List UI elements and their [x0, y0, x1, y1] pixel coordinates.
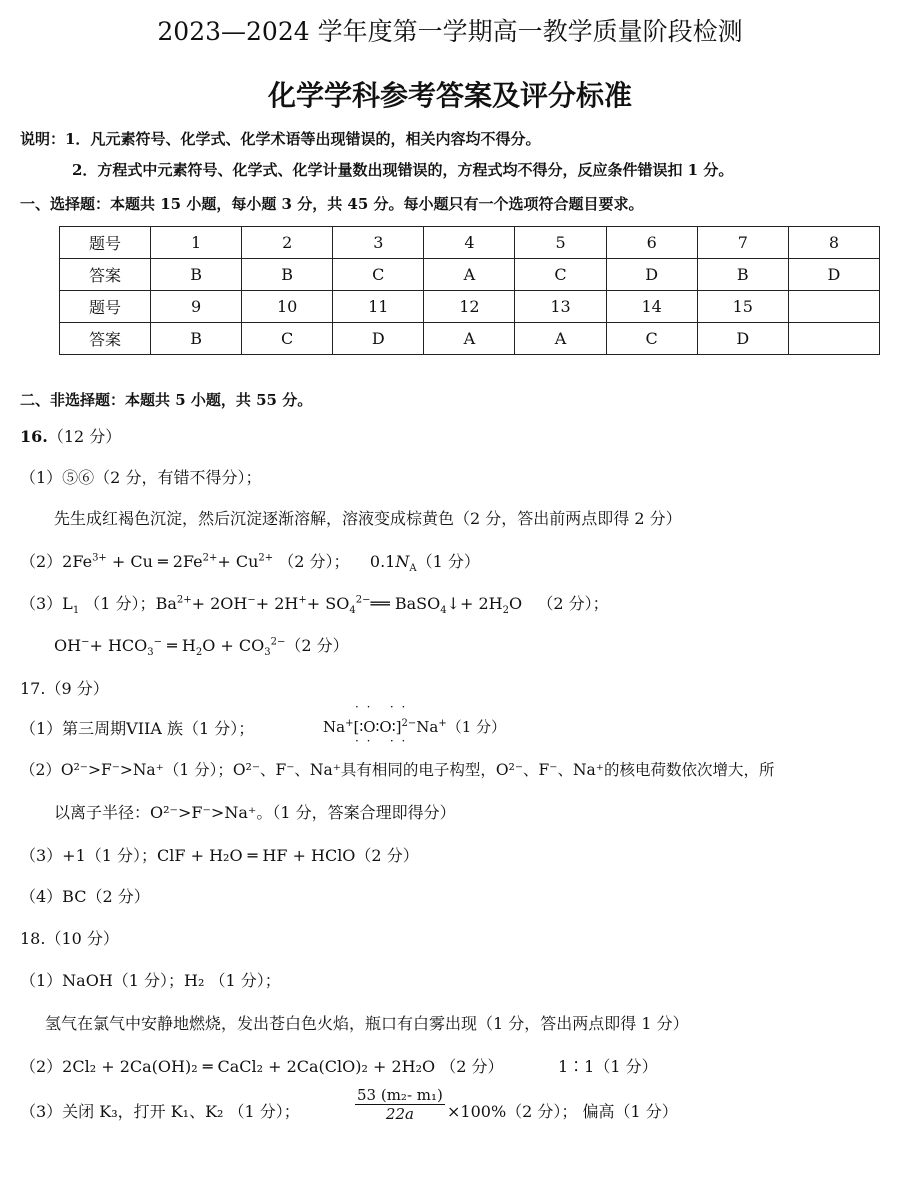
- q17-p3: （3）+1（1 分）；ClF + H₂O ═ HF + HClO（2 分）: [20, 846, 419, 865]
- q16-p4: $OH^-+ HCO_3^-$ ═ $H_2O + CO_3^{2-}(2$ 分）: [54, 636, 349, 659]
- table-row: [60, 227, 880, 259]
- q17-p4: （4）BC（2 分）: [20, 887, 150, 906]
- table-cell: D: [788, 259, 879, 291]
- q17-title: 17.（9 分）: [20, 679, 109, 698]
- table-cell: 3: [333, 227, 424, 259]
- doc-title: 2023—2024 学年度第一学期高一教学质量阶段检测: [157, 17, 743, 46]
- table-cell: A: [515, 323, 606, 355]
- table-cell: C: [515, 259, 606, 291]
- table-cell: B: [697, 259, 788, 291]
- yield-fraction: [355, 1086, 445, 1123]
- table-cell: B: [151, 323, 242, 355]
- q17-p2b: 以离子半径：O²⁻>F⁻>Na⁺。（1 分，答案合理即得分）: [54, 803, 456, 822]
- q18-title: 18.（10 分）: [20, 929, 119, 948]
- doc-subtitle: 化学学科参考答案及评分标准: [267, 79, 632, 112]
- q16-p3-score: （1 分）；: [84, 594, 156, 613]
- table-row: [60, 291, 880, 323]
- lewis-structure: Na+[∶O∶O∶]$^{2-}$Na+（1 分）: [323, 718, 507, 736]
- q18-p2b: 1∶1（1 分）: [558, 1057, 658, 1076]
- table-cell: 13: [515, 291, 606, 323]
- table-cell: B: [151, 259, 242, 291]
- q16-p2: $(2)2Fe^{3+} + Cu$ ═ $2Fe^{2+}+ Cu^{2+}$ （2 分）； $0.1N_A(1$ 分）: [20, 552, 480, 575]
- fraction-numerator: 53 (m₂- m₁): [357, 1086, 443, 1104]
- table-cell: 10: [242, 291, 333, 323]
- row-label: 答案: [60, 259, 151, 291]
- table-cell: 14: [606, 291, 697, 323]
- row-label: 题号: [60, 291, 151, 323]
- table-cell: 15: [697, 291, 788, 323]
- table-cell: D: [333, 323, 424, 355]
- table-cell: A: [424, 259, 515, 291]
- table-cell: C: [606, 323, 697, 355]
- section2-heading: 二、非选择题：本题共 5 小题，共 55 分。: [20, 391, 313, 409]
- lewis-dots-bottom: · · · ·: [355, 734, 408, 748]
- table-cell: [788, 323, 879, 355]
- q17-p2a: （2）O²⁻>F⁻>Na⁺（1 分）；O²⁻、F⁻、Na⁺具有相同的电子构型，O²⁻、F⁻、Na⁺的核电荷数依次增大，所: [20, 761, 775, 779]
- q16-p2-score: （2 分）；: [278, 552, 350, 571]
- table-cell: 11: [333, 291, 424, 323]
- q16-p4-score: （2 分）: [285, 636, 349, 655]
- table-cell: 7: [697, 227, 788, 259]
- table-cell: 4: [424, 227, 515, 259]
- table-row: [60, 323, 880, 355]
- q17-p1: （1）第三周期VIIA 族（1 分）；: [20, 719, 255, 738]
- q18-p1b: 氢气在氯气中安静地燃烧，发出苍白色火焰，瓶口有白雾出现（1 分，答出两点即得 1 分）: [45, 1014, 689, 1033]
- q16-p3: $(3)L_1$ （1 分）；$Ba^{2+}+ 2OH^-+ 2H^++$ $SO_4^{2-}══$ BaSO$_4$↓+ $2H_2O$ （2 分）；: [20, 594, 609, 617]
- q16-p1b: 先生成红褐色沉淀，然后沉淀逐渐溶解，溶液变成棕黄色（2 分，答出前两点即得 2 分）: [54, 509, 682, 528]
- table-cell: B: [242, 259, 333, 291]
- table-cell: C: [242, 323, 333, 355]
- table-cell: 9: [151, 291, 242, 323]
- q16-p1a: （1）⑤⑥（2 分，有错不得分）；: [20, 468, 262, 487]
- table-cell: D: [697, 323, 788, 355]
- q17-p1-score: （1 分）: [446, 718, 507, 736]
- q16-score: （12 分）: [47, 427, 122, 446]
- table-cell: A: [424, 323, 515, 355]
- q18-p3a: （3）关闭 K₃，打开 K₁、K₂ （1 分）；: [20, 1102, 300, 1121]
- section1-heading: 一、选择题：本题共 15 小题，每小题 3 分，共 45 分。每小题只有一个选项符合题目要求。: [20, 195, 644, 213]
- q16-number: 16.: [20, 427, 48, 446]
- note-2: 2．方程式中元素符号、化学式、化学计量数出现错误的，方程式均不得分，反应条件错误扣 1 分。: [72, 161, 734, 179]
- table-cell: 6: [606, 227, 697, 259]
- table-cell: C: [333, 259, 424, 291]
- table-row: [60, 259, 880, 291]
- table-cell: 2: [242, 227, 333, 259]
- table-cell: 12: [424, 291, 515, 323]
- row-label: 题号: [60, 227, 151, 259]
- answer-table: [59, 226, 880, 355]
- fraction-denominator: 22a: [385, 1105, 414, 1123]
- q18-p1a: （1）NaOH（1 分）；H₂ （1 分）；: [20, 971, 281, 990]
- q16-p2-score2: （1 分）: [416, 552, 480, 571]
- table-cell: 8: [788, 227, 879, 259]
- q18-p2a: （2）2Cl₂ + 2Ca(OH)₂ ═ CaCl₂ + 2Ca(ClO)₂ + 2H₂O （2 分）: [20, 1057, 504, 1076]
- table-cell: 5: [515, 227, 606, 259]
- lewis-dots-top: · · · ·: [355, 700, 408, 714]
- q18-p3b: ×100%（2 分）； 偏高（1 分）: [447, 1102, 678, 1121]
- q16-title: [20, 424, 121, 447]
- row-label: 答案: [60, 323, 151, 355]
- table-cell: 1: [151, 227, 242, 259]
- note-1: 说明：1．凡元素符号、化学式、化学术语等出现错误的，相关内容均不得分。: [20, 130, 541, 148]
- table-cell: [788, 291, 879, 323]
- q16-p3-score2: （2 分）；: [537, 594, 609, 613]
- table-cell: D: [606, 259, 697, 291]
